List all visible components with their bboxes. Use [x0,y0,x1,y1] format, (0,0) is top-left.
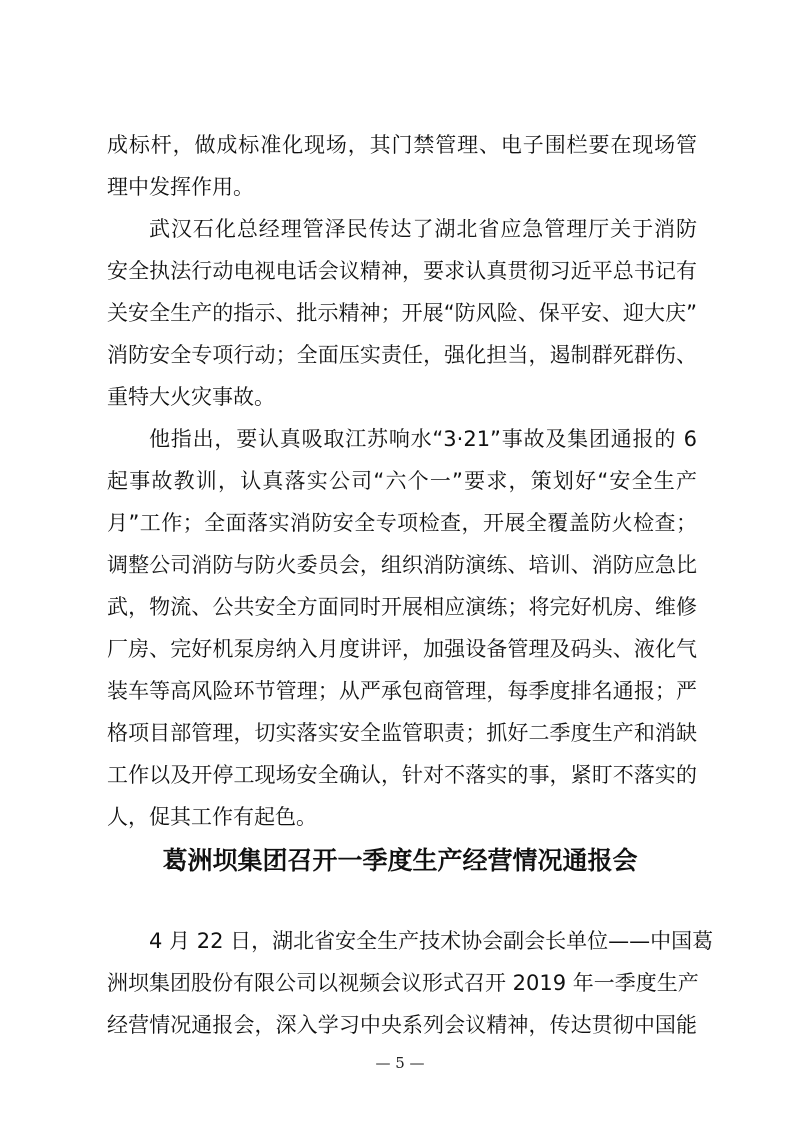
paragraph-3-line-8: 格项目部管理，切实落实安全监管职责；抓好二季度生产和消缺 [107,721,697,745]
paragraph-3-line-6: 厂房、完好机泵房纳入月度讲评，加强设备管理及码头、液化气 [107,637,697,661]
paragraph-3-line-9: 工作以及开停工现场安全确认，针对不落实的事，紧盯不落实的 [107,763,697,787]
paragraph-3-line-4: 调整公司消防与防火委员会，组织消防演练、培训、消防应急比 [107,553,697,577]
paragraph-2-line-1: 武汉石化总经理管泽民传达了湖北省应急管理厅关于消防 [149,217,697,241]
paragraph-3-line-10: 人，促其工作有起色。 [107,805,317,829]
paragraph-3-line-5: 武，物流、公共安全方面同时开展相应演练；将完好机房、维修 [107,595,697,619]
paragraph-2-line-3: 关安全生产的指示、批示精神；开展“防风险、保平安、迎大庆” [107,301,697,325]
paragraph-3-line-7: 装车等高风险环节管理；从严承包商管理，每季度排名通报；严 [107,679,697,703]
section-paragraph-line-2: 洲坝集团股份有限公司以视频会议形式召开 2019 年一季度生产 [107,971,699,995]
paragraph-2-line-4: 消防安全专项行动；全面压实责任，强化担当，遏制群死群伤、 [107,343,697,367]
paragraph-2-line-5: 重特大火灾事故。 [107,385,275,409]
paragraph-2-line-2: 安全执法行动电视电话会议精神，要求认真贯彻习近平总书记有 [107,259,697,283]
page-number: — 5 — [375,1054,425,1072]
paragraph-3-line-1: 他指出，要认真吸取江苏响水“3·21”事故及集团通报的 6 [149,427,697,451]
section-heading: 葛洲坝集团召开一季度生产经营情况通报会 [162,846,638,875]
paragraph-3-line-3: 月”工作；全面落实消防安全专项检查，开展全覆盖防火检查； [107,511,697,535]
paragraph-1-line-1: 成标杆，做成标准化现场，其门禁管理、电子围栏要在现场管 [107,133,697,157]
section-paragraph-line-3: 经营情况通报会，深入学习中央系列会议精神，传达贯彻中国能 [107,1013,697,1037]
paragraph-1-line-2: 理中发挥作用。 [107,175,254,199]
paragraph-3-line-2: 起事故教训，认真落实公司“六个一”要求，策划好“安全生产 [107,469,697,493]
section-paragraph-line-1: 4 月 22 日，湖北省安全生产技术协会副会长单位——中国葛 [149,929,714,953]
